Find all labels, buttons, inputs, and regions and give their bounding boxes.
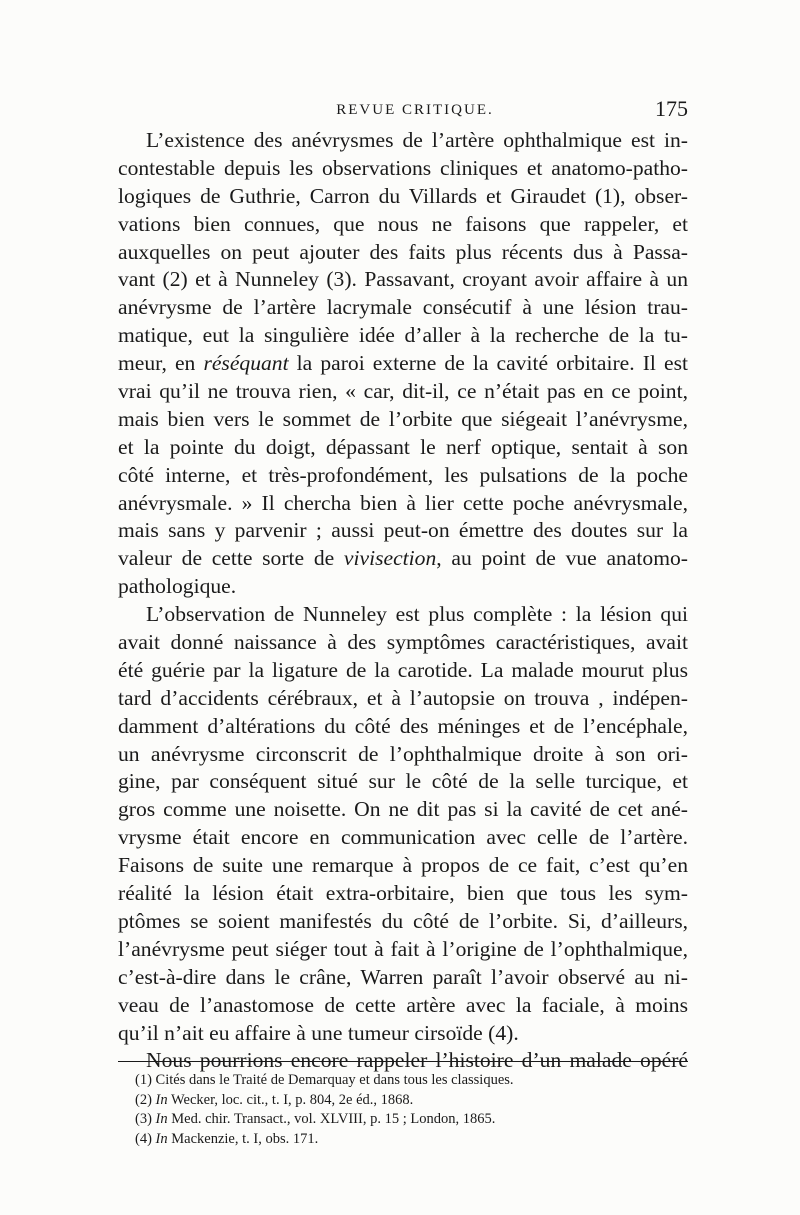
page-header bbox=[118, 96, 688, 126]
footnote-4 bbox=[135, 1130, 675, 1150]
text-line: veau de l’anastomose de cette artère avec la faciale, à moins bbox=[118, 992, 688, 1017]
footnote-marker: (3) bbox=[135, 1111, 152, 1127]
text-line: c’est-à-dire dans le crâne, Warren paraît l’avoir observé au ni- bbox=[118, 964, 688, 989]
text-line: l’anévrysme peut siéger tout à fait à l’origine de l’ophthalmique, bbox=[118, 936, 688, 961]
footnote-3 bbox=[135, 1110, 675, 1130]
text-segment: la paroi externe de la cavité orbitaire. Il est bbox=[288, 351, 688, 376]
text-line: été guérie par la ligature de la carotide. La malade mourut plus bbox=[118, 657, 688, 682]
text-line: Faisons de suite une remarque à propos de ce fait, c’est qu’en bbox=[118, 853, 688, 878]
text-line: ptômes se soient manifestés du côté de l’orbite. Si, d’ailleurs, bbox=[118, 908, 688, 933]
text-line: contestable depuis les observations cliniques et anatomo-patho- bbox=[118, 155, 688, 180]
text-line: matique, eut la singulière idée d’aller à la recherche de la tu- bbox=[118, 323, 688, 348]
text-line: logiques de Guthrie, Carron du Villards et Giraudet (1), obser- bbox=[118, 183, 688, 208]
footnote-rule bbox=[118, 1061, 688, 1062]
body-text bbox=[118, 127, 688, 1075]
footnote-text: Mackenzie, t. I, obs. 171. bbox=[167, 1130, 319, 1147]
text-line: anévrysme de l’artère lacrymale consécutif à une lésion trau- bbox=[118, 295, 688, 320]
text-line: et la pointe du doigt, dépassant le nerf optique, sentait à son bbox=[118, 434, 688, 459]
text-line: vrysme était encore en communication avec celle de l’artère. bbox=[118, 825, 688, 850]
text-line: anévrysmale. » Il chercha bien à lier cette poche anévrysmale, bbox=[118, 490, 688, 515]
text-line: un anévrysme circonscrit de l’ophthalmique droite à son ori- bbox=[118, 741, 688, 766]
text-line: vant (2) et à Nunneley (3). Passavant, croyant avoir affaire à un bbox=[118, 267, 688, 292]
footnote-italic: In bbox=[155, 1091, 168, 1108]
text-line: auxquelles on peut ajouter des faits plus récents dus à Passa- bbox=[118, 239, 688, 264]
text-line: gine, par conséquent situé sur le côté de la selle turcique, et bbox=[118, 769, 688, 794]
text-line: avait donné naissance à des symptômes caractéristiques, avait bbox=[118, 630, 688, 655]
text-segment: , au point de vue anatomo- bbox=[436, 546, 688, 571]
footnote-italic: In bbox=[155, 1130, 168, 1147]
text-line: vrai qu’il ne trouva rien, « car, dit-il, ce n’était pas en ce point, bbox=[118, 379, 688, 404]
text-line: tard d’accidents cérébraux, et à l’autopsie on trouva , indépen- bbox=[118, 685, 688, 710]
text-line: qu’il n’ait eu affaire à une tumeur cirsoïde (4). bbox=[118, 1020, 519, 1045]
footnote-text: Wecker, loc. cit., t. I, p. 804, 2e éd., 1868. bbox=[167, 1091, 414, 1108]
footnote-marker: (2) bbox=[135, 1091, 152, 1108]
running-title: REVUE CRITIQUE. bbox=[336, 102, 494, 118]
text-line bbox=[118, 545, 688, 573]
text-segment: valeur de cette sorte de bbox=[118, 546, 335, 571]
footnotes bbox=[135, 1071, 675, 1149]
footnote-text: Med. chir. Transact., vol. XLVIII, p. 15 ; London, 1865. bbox=[167, 1111, 496, 1127]
page-number: 175 bbox=[655, 96, 688, 121]
text-line: côté interne, et très-profondément, les pulsations de la poche bbox=[118, 462, 688, 487]
italic-word: vivisection bbox=[343, 546, 437, 571]
text-line: gros comme une noisette. On ne dit pas si la cavité de cet ané- bbox=[118, 797, 688, 822]
text-line: vations bien connues, que nous ne faisons que rappeler, et bbox=[118, 211, 688, 236]
footnote-2 bbox=[135, 1091, 675, 1111]
text-line: mais sans y parvenir ; aussi peut-on émettre des doutes sur la bbox=[118, 518, 688, 543]
text-line: damment d’altérations du côté des méninges et de l’encéphale, bbox=[118, 713, 688, 738]
text-line: L’observation de Nunneley est plus complète : la lésion qui bbox=[146, 602, 688, 627]
text-line: pathologique. bbox=[118, 574, 237, 599]
text-line: Nous pourrions encore rappeler l’histoire d’un malade opéré bbox=[146, 1048, 688, 1073]
footnote-1: (1) Cités dans le Traité de Demarquay et dans tous les classiques. bbox=[135, 1072, 514, 1088]
text-segment: meur, en bbox=[118, 351, 196, 376]
italic-word: réséquant bbox=[203, 351, 289, 376]
text-line: réalité la lésion était extra-orbitaire, bien que tous les sym- bbox=[118, 881, 688, 906]
text-line bbox=[118, 350, 688, 378]
text-line: mais bien vers le sommet de l’orbite que siégeait l’anévrysme, bbox=[118, 406, 688, 431]
footnote-marker: (4) bbox=[135, 1130, 152, 1147]
text-line: L’existence des anévrysmes de l’artère ophthalmique est in- bbox=[146, 128, 688, 152]
footnote-italic: In bbox=[155, 1111, 168, 1127]
